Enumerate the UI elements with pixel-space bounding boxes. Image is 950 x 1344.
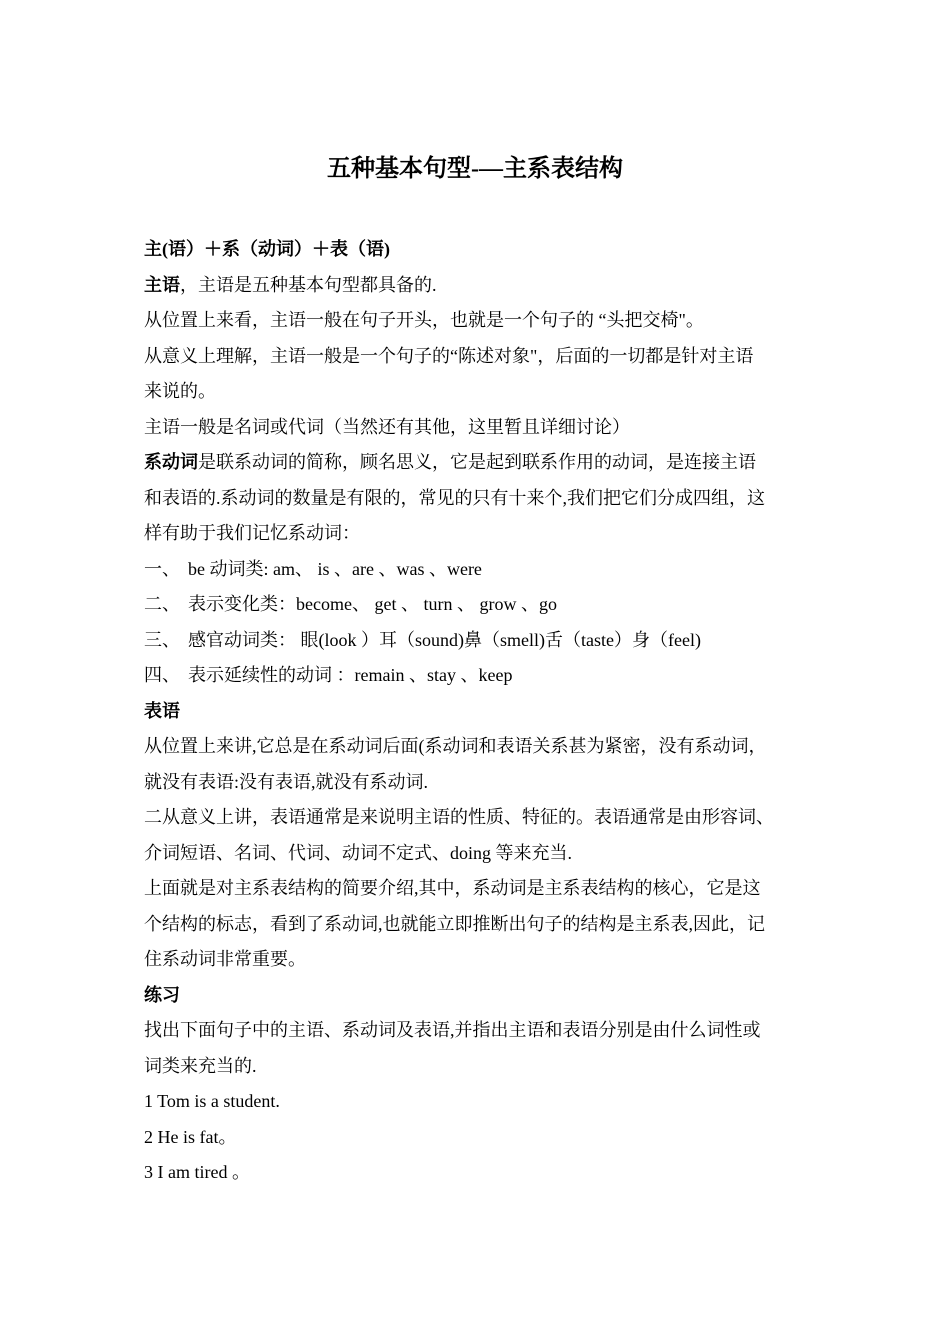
paragraph-line: 来说的。	[144, 381, 216, 401]
list-text: 感官动词类： 眼(look ）耳（sound)鼻（smell)舌（taste）身（feel)	[188, 629, 701, 650]
exercise-item: 2 He is fat。	[144, 1126, 237, 1147]
list-text: be 动词类: am、 is 、are 、was 、were	[188, 558, 482, 579]
document-title: 五种基本句型-—主系表结构	[327, 156, 623, 182]
list-number: 三、	[144, 629, 180, 650]
paragraph-line: 从位置上来讲,它总是在系动词后面(系动词和表语关系甚为紧密，没有系动词，	[144, 736, 767, 756]
linking-verb-definition: 是联系动词的简称，顾名思义，它是起到联系作用的动词，是连接主语	[198, 452, 756, 472]
exercise-item: 1 Tom is a student.	[144, 1091, 280, 1111]
subject-term: 主语	[144, 274, 180, 295]
paragraph-line: 上面就是对主系表结构的简要介绍,其中，系动词是主系表结构的核心，它是这	[144, 878, 761, 898]
paragraph-line: 从位置上来看，主语一般在句子开头，也就是一个句子的 “头把交椅"。	[144, 310, 704, 330]
paragraph-line: 就没有表语:没有表语,就没有系动词.	[144, 771, 428, 792]
list-text: 表示变化类：become、 get 、 turn 、 grow 、go	[188, 594, 557, 614]
list-item	[144, 587, 834, 623]
paragraph-line: 住系动词非常重要。	[144, 949, 306, 969]
paragraph-line: 词类来充当的.	[144, 1055, 257, 1076]
list-number: 四、	[144, 665, 180, 685]
list-number: 二、	[144, 594, 180, 614]
paragraph-line: 和表语的.系动词的数量是有限的，常见的只有十来个,我们把它们分成四组，这	[144, 487, 765, 508]
paragraph-line: 从意义上理解，主语一般是一个句子的“陈述对象"，后面的一切都是针对主语	[144, 345, 754, 366]
paragraph-line: 个结构的标志，看到了系动词,也就能立即推断出句子的结构是主系表,因此，记	[144, 913, 765, 934]
document-body	[144, 232, 834, 1191]
paragraph-line: 样有助于我们记忆系动词：	[144, 523, 360, 543]
formula-heading: 主(语）＋系（动词）＋表（语)	[144, 239, 390, 259]
list-item	[144, 552, 834, 588]
paragraph-line: 二从意义上讲，表语通常是来说明主语的性质、特征的。表语通常是由形容词、	[144, 807, 774, 827]
paragraph-line: 找出下面句子中的主语、系动词及表语,并指出主语和表语分别是由什么词性或	[144, 1020, 761, 1040]
exercise-item: 3 I am tired 。	[144, 1162, 250, 1182]
paragraph-line: 主语一般是名词或代词（当然还有其他，这里暂且详细讨论）	[144, 416, 630, 437]
subject-definition: ，主语是五种基本句型都具备的.	[180, 274, 437, 295]
list-text: 表示延续性的动词 ：remain 、stay 、keep	[188, 665, 513, 685]
list-item	[144, 623, 834, 659]
predicative-heading: 表语	[144, 700, 180, 721]
paragraph-line	[144, 445, 834, 481]
linking-verb-term: 系动词	[144, 452, 198, 472]
paragraph-line: 介词短语、名词、代词、动词不定式、doing 等来充当.	[144, 842, 572, 863]
list-number: 一、	[144, 558, 180, 579]
exercise-heading: 练习	[144, 984, 180, 1005]
paragraph-line	[144, 268, 834, 304]
list-item	[144, 658, 834, 694]
